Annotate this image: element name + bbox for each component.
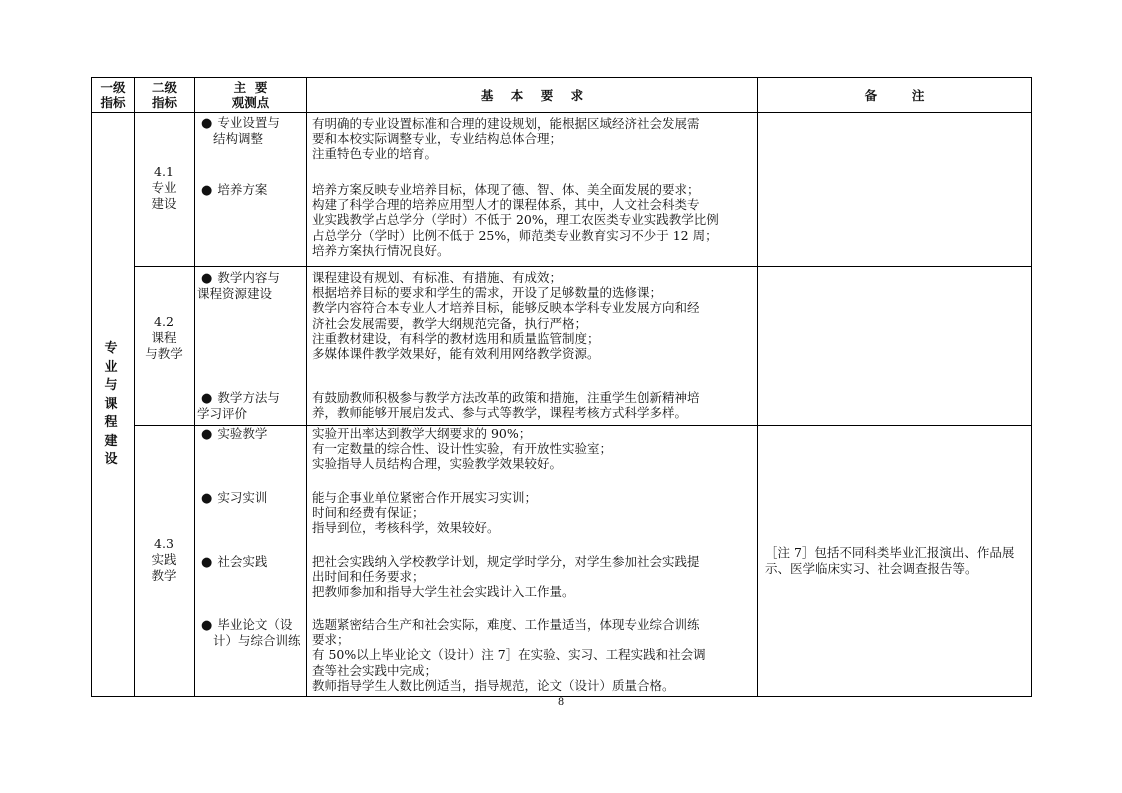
header-level1 [92, 78, 134, 112]
page-number: 8 [557, 697, 565, 708]
header-level2-line2: 指标 [151, 95, 177, 110]
requirement-line: 要和本校实际调整专业，专业结构总体合理； [312, 131, 563, 147]
header-requirements-text: 基 本 要 求 [480, 87, 584, 103]
requirement-line: 课程建设有规划、有标准、有措施、有成效； [312, 270, 563, 285]
observation-point: ● 教学方法与 学习评价 [197, 390, 280, 422]
bullet-icon: ● [201, 271, 213, 286]
section-label-line: 4.3 [154, 536, 174, 551]
requirement-line: 实验指导人员结构合理，实验教学效果较好。 [312, 456, 563, 472]
observation-point: ● 实习实训 [201, 490, 268, 506]
section-4-2-label [138, 314, 190, 362]
observation-point-line2: 课程资源建设 [197, 286, 273, 302]
level1-char: 业 [104, 359, 118, 375]
requirement-line: 注重教材建设，有科学的教材选用和质量监管制度； [312, 330, 600, 346]
requirement-block [312, 270, 700, 361]
requirement-line: 济社会发展需要，教学大纲规范完备，执行严格； [312, 315, 588, 331]
requirement-line: 根据培养目标的要求和学生的需求，开设了足够数量的选修课； [312, 285, 663, 301]
requirement-line: 指导到位，考核科学，效果较好。 [312, 520, 500, 536]
requirement-line: 把社会实践纳入学校教学计划，规定学时学分，对学生参加社会实践提 [312, 554, 700, 569]
observation-point: ● 教学内容与 课程资源建设 [197, 270, 280, 302]
level1-char: 设 [104, 452, 118, 467]
header-remarks-text: 备 注 [864, 87, 925, 103]
observation-point-line2: 结构调整 [213, 131, 264, 147]
bullet-icon: ● [201, 116, 213, 131]
requirement-line: 实验开出率达到教学大纲要求的 90%； [312, 426, 532, 441]
section-4-1-label [138, 164, 190, 212]
requirement-line: 占总学分（学时）比例不低于 25%，师范类专业教育实习不少于 12 周； [312, 227, 718, 243]
requirement-block [312, 490, 537, 536]
requirement-block [312, 116, 700, 162]
observation-point: ● 培养方案 [201, 182, 268, 198]
requirement-line: 查等社会实践中完成； [312, 662, 438, 678]
requirement-line: 构建了科学合理的培养应用型人才的课程体系，其中，人文社会科类专 [312, 197, 700, 213]
requirement-line: 选题紧密结合生产和社会实际，难度、工作量适当，体现专业综合训练 [312, 617, 700, 632]
requirement-block [312, 182, 719, 258]
requirement-line: 教学内容符合本专业人才培养目标，能够反映本学科专业发展方向和经 [312, 300, 700, 316]
level1-indicator [100, 340, 122, 470]
observation-point-line1: ● 专业设置与 [201, 115, 280, 131]
section-label-line: 课程 [151, 330, 177, 345]
requirement-line: 有 50%以上毕业论文（设计）注 7］在实验、实习、工程实践和社会调 [312, 647, 706, 663]
requirement-line: 培养方案反映专业培养目标，体现了德、智、体、美全面发展的要求； [312, 182, 700, 197]
requirement-line: 出时间和任务要求； [312, 569, 425, 585]
section-label-line: 4.1 [154, 164, 174, 179]
remark-note [765, 545, 1031, 577]
section-label-line: 专业 [151, 180, 177, 195]
requirement-block [312, 554, 700, 600]
bullet-icon: ● [201, 618, 213, 633]
requirement-block [312, 390, 700, 420]
requirement-line: 教师指导学生人数比例适当，指导规范，论文（设计）质量合格。 [312, 677, 675, 693]
section-4-3-label [138, 536, 190, 584]
section-label-line: 建设 [151, 196, 177, 211]
requirement-line: 多媒体课件教学效果好，能有效利用网络教学资源。 [312, 346, 600, 362]
observation-point: ● 毕业论文（设 计）与综合训练 [201, 617, 301, 649]
requirement-line: 有一定数量的综合性、设计性实验，有开放性实验室； [312, 441, 613, 457]
requirement-line: 时间和经费有保证； [312, 505, 425, 521]
header-observation-line2: 观测点 [231, 95, 270, 110]
level1-char: 专 [104, 341, 118, 356]
header-basic-requirements [307, 78, 757, 112]
bullet-icon: ● [201, 427, 213, 442]
requirement-line: 有明确的专业设置标准和合理的建设规划，能根据区域经济社会发展需 [312, 116, 700, 131]
requirement-line: 有鼓励教师积极参与教学方法改革的政策和措施，注重学生创新精神培 [312, 390, 700, 405]
observation-point [201, 115, 280, 146]
requirement-line: 养，教师能够开展启发式、参与式等教学，课程考核方式科学多样。 [312, 405, 688, 421]
observation-point-line2: 学习评价 [197, 406, 248, 422]
bullet-icon: ● [201, 491, 213, 506]
requirement-line: 注重特色专业的培育。 [312, 146, 438, 162]
requirement-line: 业实践教学占总学分（学时）不低于 20%，理工农医类专业实践教学比例 [312, 212, 719, 228]
header-observation-line1: 主 要 [233, 80, 268, 95]
level1-char: 建 [104, 433, 118, 449]
requirement-line: 培养方案执行情况良好。 [312, 242, 450, 258]
header-level2 [135, 78, 194, 112]
section-label-line: 教学 [151, 568, 177, 583]
requirement-block [312, 617, 706, 693]
section-label-line: 4.2 [154, 314, 174, 329]
header-observation-points [195, 78, 306, 112]
requirement-line: 把教师参加和指导大学生社会实践计入工作量。 [312, 584, 575, 600]
bullet-icon: ● [201, 391, 213, 406]
level1-char: 程 [104, 415, 118, 430]
header-level1-line1: 一级 [100, 80, 126, 95]
header-remarks [758, 78, 1031, 112]
requirement-line: 要求； [312, 632, 350, 648]
observation-point-line2: 计）与综合训练 [213, 633, 301, 649]
observation-point: ● 实验教学 [201, 426, 268, 442]
section-label-line: 实践 [151, 552, 177, 567]
section-label-line: 与教学 [145, 346, 183, 361]
header-level2-line1: 二级 [151, 80, 177, 95]
remark-line: 示、医学临床实习、社会调查报告等。 [765, 561, 978, 576]
bullet-icon: ● [201, 183, 213, 198]
level1-char: 与 [104, 378, 118, 393]
header-level1-line2: 指标 [100, 95, 126, 110]
remark-line: ［注 7］包括不同科类毕业汇报演出、作品展 [765, 545, 1015, 560]
bullet-icon: ● [201, 555, 213, 570]
requirement-block [312, 426, 612, 472]
observation-point: ● 社会实践 [201, 554, 268, 570]
requirement-line: 能与企事业单位紧密合作开展实习实训； [312, 490, 538, 505]
level1-char: 课 [104, 396, 118, 412]
